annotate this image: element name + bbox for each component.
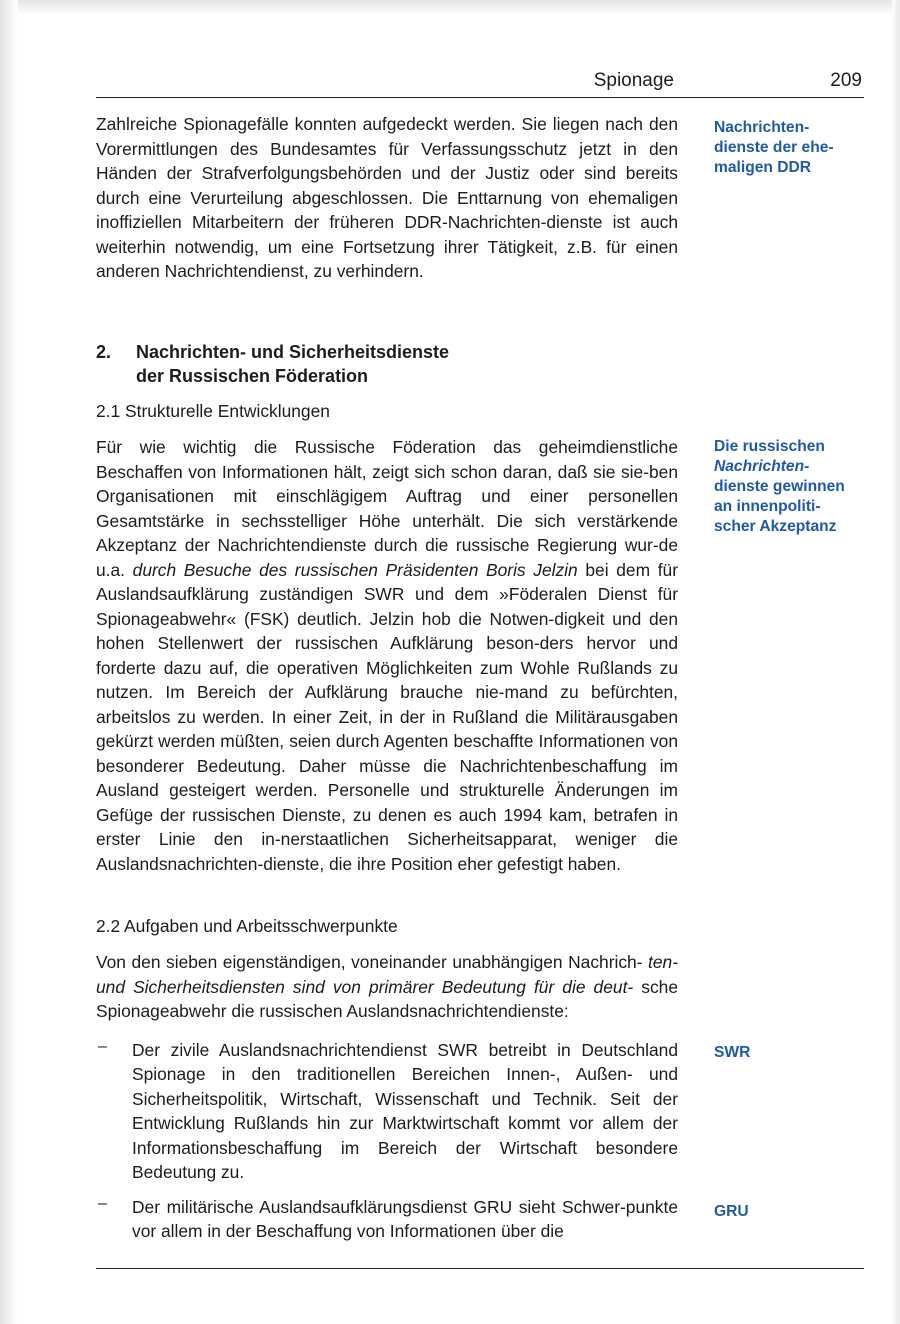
page-edge-shadow-left xyxy=(0,0,18,1324)
intro-part-a: Von den sieben eigenständigen, voneinander unabhängigen Nachrich- xyxy=(96,952,643,972)
intro-part-b: sche Spionageabwehr die russischen Auslandsnachrichtendienste: xyxy=(96,976,678,1021)
margin-note-russia xyxy=(714,437,874,537)
subsection-1 xyxy=(96,399,678,876)
subsection-2 xyxy=(96,914,678,1244)
intro-block xyxy=(96,112,678,284)
bullet-dash: – xyxy=(98,1194,107,1212)
paragraph-part-b: bei dem für Auslandsaufklärung zuständigen SWR und dem »Föderalen Dienst für Spionageabwehr« (FSK) deutlich. Jelzin hob die Notwen-digkeit und den hohen Stellenwert der russischen Aufklärung beson-ders hervor und forderte dazu auf, die operativen Möglichkeiten zum Wohle Rußlands zu nutzen. Im Bereich der Aufklärung brauche nie-mand zu befürchten, arbeitslos zu werden. In einer Zeit, in der in Rußland die Militärausgaben gekürzt werden müßten, seien durch Agenten beschaffte Informationen von besonderer Bedeutung. Daher müsse die Nachrichtenbeschaffung im Ausland gesteigert werden. Personelle und strukturelle Änderungen im Gefüge der russischen Dienste, zu denen es auch 1994 kam, betrafen in erster Linie den in-nerstaatlichen Sicherheitsapparat, weniger die Auslandsnachrichten-dienste, die ihre Position eher gefestigt haben. xyxy=(96,559,678,874)
margin-note-line: scher Akzeptanz xyxy=(714,518,837,535)
margin-note-line: an innenpoliti- xyxy=(714,498,821,515)
page-edge-shadow-top xyxy=(0,0,900,14)
paragraph-part-a: Für wie wichtig die Russische Föderation das geheimdienstliche Beschaffen von Informationen hält, zeigt sich schon daran, daß sie sie-ben Organisationen mit einschlägigem Auftrag und einer personellen Gesamtstärke in sechsstelliger Höhe unterhält. Die sich verstärkende Akzeptanz der Nachrichtendienste durch die russische Regierung wur-de u.a. xyxy=(96,437,678,580)
section-title-line1: Nachrichten- und Sicherheitsdienste xyxy=(136,342,450,362)
margin-note-swr: SWR xyxy=(714,1044,751,1061)
margin-note-line: maligen DDR xyxy=(714,159,812,176)
footer-rule xyxy=(96,1268,864,1269)
margin-note-ddr xyxy=(714,118,874,178)
subsection-1-paragraph xyxy=(96,435,678,876)
section-heading xyxy=(96,340,678,388)
page-header xyxy=(96,70,864,96)
section-heading-block xyxy=(96,340,678,388)
running-title: Spionage xyxy=(593,70,674,91)
margin-note-line: dienste gewinnen xyxy=(714,478,845,495)
subsection-2-intro xyxy=(96,950,678,1024)
subsection-1-title: 2.1 Strukturelle Entwicklungen xyxy=(96,401,330,421)
section-title-line2: der Russischen Föderation xyxy=(136,366,369,386)
header-rule xyxy=(96,97,864,98)
bullet-dash: – xyxy=(98,1037,107,1055)
page-number: 209 xyxy=(830,70,862,91)
bullet-text: Der militärische Auslandsaufklärungsdienst GRU sieht Schwer-punkte vor allem in der Beschaffung von Informationen über die xyxy=(132,1196,678,1241)
intro-italic-part: ten- und Sicherheitsdiensten sind von primärer Bedeutung für die deut- xyxy=(96,952,678,997)
margin-note-line: dienste der ehe- xyxy=(714,139,834,156)
list-item xyxy=(96,1038,678,1185)
page-edge-shadow-right xyxy=(892,0,900,1324)
margin-note-line: Die russischen xyxy=(714,438,825,455)
paragraph-italic-part: durch Besuche des russischen Präsidenten Boris Jelzin xyxy=(132,559,578,580)
bullet-text: Der zivile Auslandsnachrichtendienst SWR betreibt in Deutschland Spionage in den traditionellen Bereichen Innen-, Außen- und Sicherheitspolitik, Wirtschaft, Wissenschaft und Technik. Seit der Entwicklung Rußlands hin zur Marktwirtschaft kommt vor allem der Informationsbeschaffung im Bereich der Wirtschaft besondere Bedeutung zu. xyxy=(132,1039,678,1182)
margin-note-line: Nachrichten- xyxy=(714,119,810,136)
intro-paragraph: Zahlreiche Spionagefälle konnten aufgedeckt werden. Sie liegen nach den Vorermittlungen des Bundesamtes für Verfassungsschutz jetzt in den Händen der Strafverfolgungsbehörden und der Justiz oder sind bereits durch eine Verurteilung abgeschlossen. Die Enttarnung von ehemaligen inoffiziellen Mitarbeitern der früheren DDR-Nachrichten-dienste ist auch weiterhin notwendig, um eine Fortsetzung ihrer Tätigkeit, z.B. für einen anderen Nachrichtendienst, zu verhindern. xyxy=(96,114,678,281)
subsection-2-title: 2.2 Aufgaben und Arbeitsschwerpunkte xyxy=(96,916,398,936)
list-item xyxy=(96,1195,678,1244)
margin-note-line: Nachrichten- xyxy=(714,458,810,475)
margin-note-gru: GRU xyxy=(714,1203,749,1220)
section-number: 2. xyxy=(96,342,112,362)
